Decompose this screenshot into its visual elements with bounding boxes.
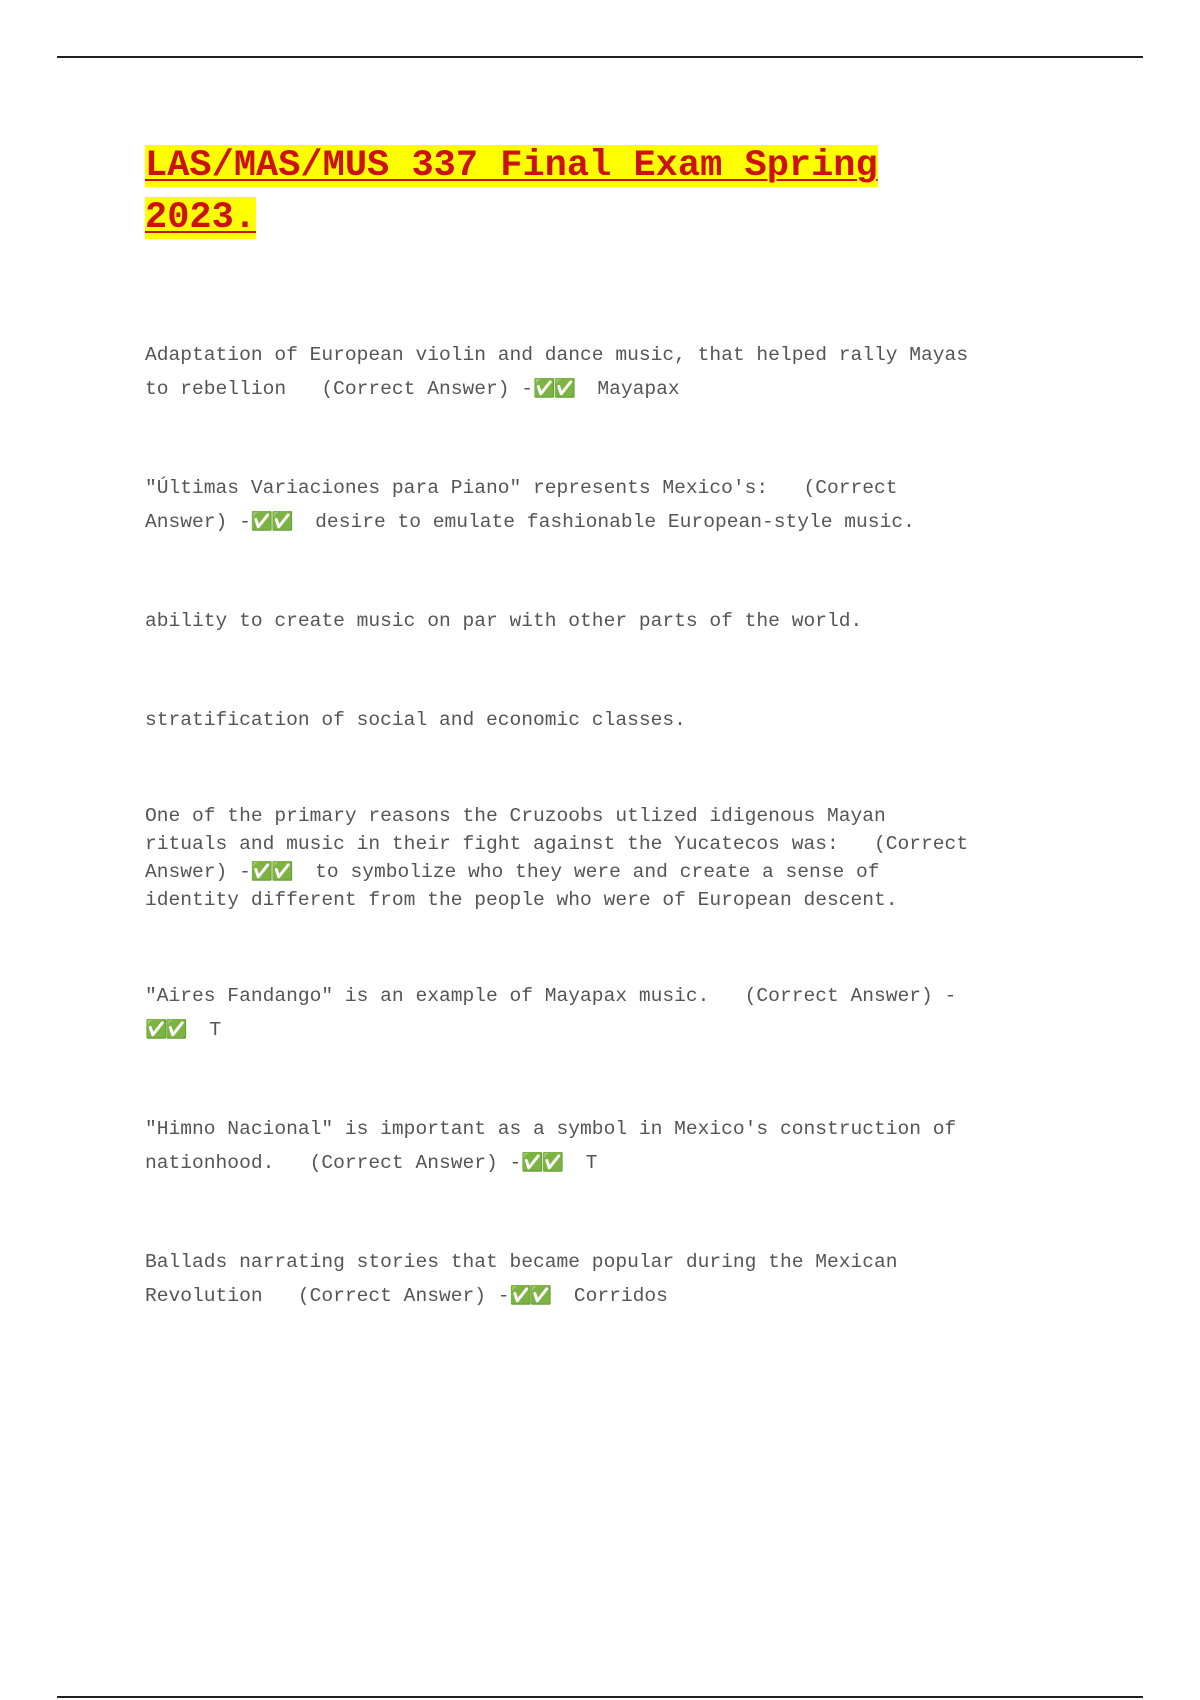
double-check-icon: ✅✅ — [250, 511, 292, 532]
document-title — [145, 140, 1005, 244]
double-check-icon: ✅✅ — [250, 861, 292, 882]
answer-option — [145, 703, 1085, 737]
footer-rule — [57, 1696, 1143, 1698]
question-text: One of the primary reasons the Cruzoobs utlized idigenous Mayan rituals and music in their fight against the Yucatecos was: (Correct Answer) - — [145, 805, 969, 883]
double-check-icon: ✅✅ — [533, 378, 574, 399]
question-text: Adaptation of European violin and dance music, that helped rally Mayas to rebellion (Correct Answer) - — [145, 344, 969, 400]
qa-item — [145, 338, 1085, 406]
answer-option — [145, 604, 1085, 638]
double-check-icon: ✅✅ — [145, 1019, 186, 1040]
answer-text: Corridos — [550, 1285, 668, 1307]
qa-list — [145, 338, 1085, 1378]
qa-item — [145, 1245, 1085, 1313]
qa-item — [145, 1112, 1085, 1180]
double-check-icon: ✅✅ — [509, 1285, 551, 1306]
question-text: Ballads narrating stories that became popular during the Mexican Revolution (Correct Answer) - — [145, 1251, 898, 1307]
question-text: "Últimas Variaciones para Piano" represents Mexico's: (Correct Answer) - — [145, 477, 898, 533]
title-line-2: 2023. — [145, 197, 257, 239]
qa-item — [145, 979, 1085, 1047]
title-line-1: LAS/MAS/MUS 337 Final Exam Spring — [145, 145, 878, 187]
header-rule — [57, 56, 1143, 58]
option-text: ability to create music on par with other parts of the world. — [145, 610, 863, 632]
question-text: "Aires Fandango" is an example of Mayapax music. (Correct Answer) - — [145, 985, 957, 1007]
option-text: stratification of social and economic classes. — [145, 709, 686, 731]
answer-text: T — [185, 1019, 222, 1041]
question-text: "Himno Nacional" is important as a symbol in Mexico's construction of nationhood. (Correct Answer) - — [145, 1118, 957, 1174]
qa-item — [145, 471, 1085, 539]
answer-text: Mayapax — [573, 378, 680, 400]
answer-text: desire to emulate fashionable European-style music. — [291, 511, 915, 533]
double-check-icon: ✅✅ — [521, 1152, 563, 1173]
answer-text: T — [562, 1152, 598, 1174]
answer-text: to symbolize who they were and create a sense of identity different from the people who were of European descent. — [145, 861, 898, 911]
qa-item — [145, 802, 1085, 914]
